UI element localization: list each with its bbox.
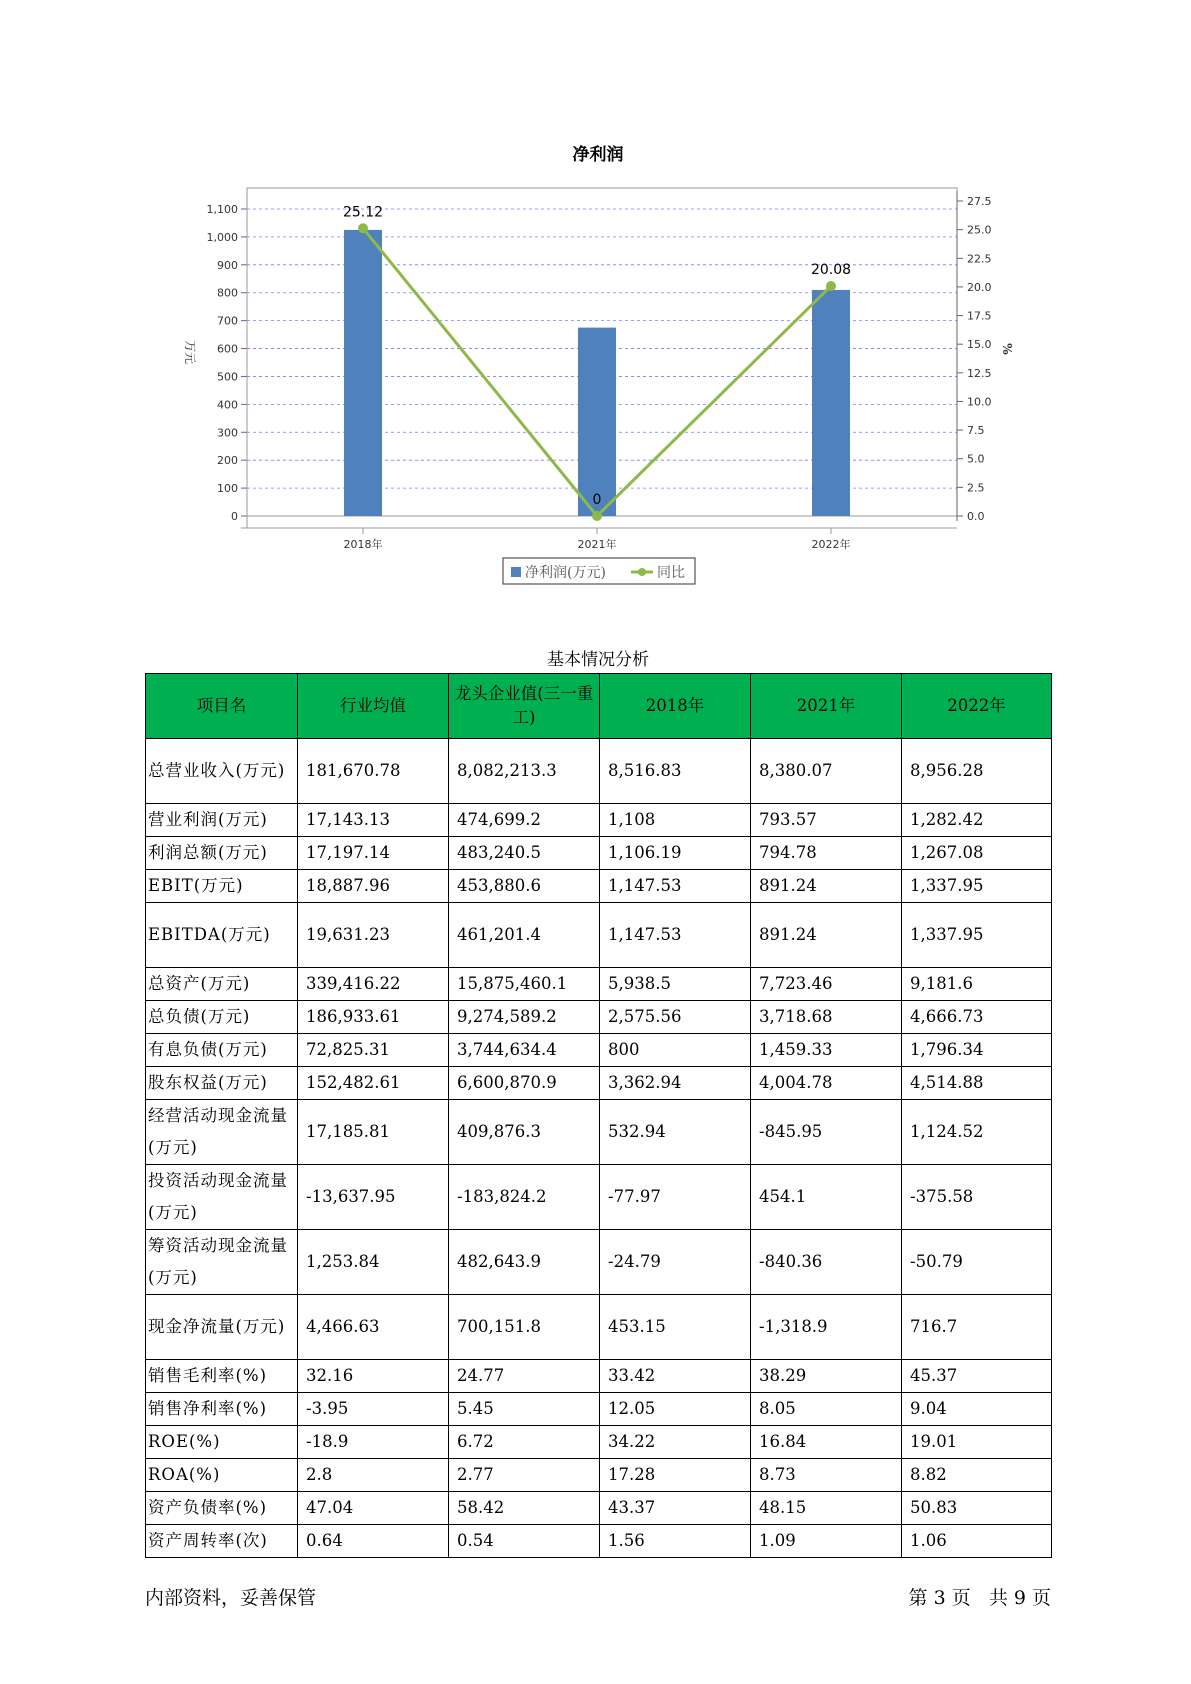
footer-confidential-note: 内部资料，妥善保管 xyxy=(145,1587,317,1609)
header-cell: 龙头企业值(三一重工) xyxy=(449,674,600,739)
table-row xyxy=(146,1165,1052,1230)
y-tick-label: 0 xyxy=(231,510,238,523)
table-row xyxy=(146,837,1052,870)
value-cell: 6.72 xyxy=(449,1426,600,1459)
value-cell: 461,201.4 xyxy=(449,903,600,968)
y2-tick-label: 10.0 xyxy=(967,395,992,409)
value-cell: 800 xyxy=(600,1034,751,1067)
y-tick-label: 200 xyxy=(217,454,238,468)
value-cell: 1.56 xyxy=(600,1525,751,1558)
point-yoy xyxy=(826,281,836,291)
y-tick-label: 1,000 xyxy=(206,230,238,244)
value-cell: 12.05 xyxy=(600,1393,751,1426)
value-cell: 1,337.95 xyxy=(902,903,1052,968)
value-cell: 48.15 xyxy=(751,1492,902,1525)
value-cell: 8,380.07 xyxy=(751,739,902,804)
row-label-cell: 营业利润(万元) xyxy=(146,804,298,837)
table-row xyxy=(146,903,1052,968)
value-cell: 3,718.68 xyxy=(751,1001,902,1034)
value-cell: 4,004.78 xyxy=(751,1067,902,1100)
y2-tick-label: 15.0 xyxy=(967,338,992,352)
table-row xyxy=(146,1034,1052,1067)
value-cell: 50.83 xyxy=(902,1492,1052,1525)
table-caption: 基本情况分析 xyxy=(547,650,649,670)
value-cell: 3,362.94 xyxy=(600,1067,751,1100)
value-cell: 454.1 xyxy=(751,1165,902,1230)
value-cell: 4,466.63 xyxy=(298,1295,449,1360)
value-cell: -13,637.95 xyxy=(298,1165,449,1230)
value-cell: 34.22 xyxy=(600,1426,751,1459)
y-tick-label: 400 xyxy=(217,398,238,412)
y2-tick-label: 22.5 xyxy=(967,252,992,266)
table-row xyxy=(146,1525,1052,1558)
y-tick-label: 500 xyxy=(217,370,238,384)
value-cell: 1,108 xyxy=(600,804,751,837)
bar-net-profit xyxy=(812,290,850,516)
value-cell: 2,575.56 xyxy=(600,1001,751,1034)
value-cell: 1,147.53 xyxy=(600,903,751,968)
y2-tick-label: 12.5 xyxy=(967,366,992,380)
value-cell: -183,824.2 xyxy=(449,1165,600,1230)
value-cell: 5,938.5 xyxy=(600,968,751,1001)
value-cell: -375.58 xyxy=(902,1165,1052,1230)
header-cell: 2021年 xyxy=(751,674,902,739)
value-cell: 8.05 xyxy=(751,1393,902,1426)
table-row xyxy=(146,1459,1052,1492)
table-row xyxy=(146,968,1052,1001)
row-label-cell: 总负债(万元) xyxy=(146,1001,298,1034)
value-cell: 1,106.19 xyxy=(600,837,751,870)
value-cell: -24.79 xyxy=(600,1230,751,1295)
value-cell: 1,267.08 xyxy=(902,837,1052,870)
table-row xyxy=(146,1492,1052,1525)
y2-tick-label: 20.0 xyxy=(967,280,992,294)
x-tick-label: 2018年 xyxy=(343,538,383,551)
table-row xyxy=(146,1360,1052,1393)
value-cell: 793.57 xyxy=(751,804,902,837)
data-label-yoy: 25.12 xyxy=(342,204,384,221)
legend-swatch-point xyxy=(638,568,646,576)
value-cell: 15,875,460.1 xyxy=(449,968,600,1001)
table-row xyxy=(146,804,1052,837)
y2-axis-title: % xyxy=(1000,343,1014,355)
value-cell: -18.9 xyxy=(298,1426,449,1459)
value-cell: 8.82 xyxy=(902,1459,1052,1492)
row-label-cell: 现金净流量(万元) xyxy=(146,1295,298,1360)
row-label-cell: 经营活动现金流量(万元) xyxy=(146,1100,298,1165)
row-label-cell: 总营业收入(万元) xyxy=(146,739,298,804)
x-tick-label: 2021年 xyxy=(577,538,617,551)
row-label-cell: 股东权益(万元) xyxy=(146,1067,298,1100)
y-tick-label: 700 xyxy=(217,314,238,328)
value-cell: 532.94 xyxy=(600,1100,751,1165)
y-tick-label: 1,100 xyxy=(206,203,238,216)
row-label-cell: 有息负债(万元) xyxy=(146,1034,298,1067)
table-row xyxy=(146,1001,1052,1034)
table-row xyxy=(146,1426,1052,1459)
value-cell: 58.42 xyxy=(449,1492,600,1525)
row-label-cell: 资产负债率(%) xyxy=(146,1492,298,1525)
point-yoy xyxy=(358,223,368,233)
table-row xyxy=(146,1100,1052,1165)
value-cell: -1,318.9 xyxy=(751,1295,902,1360)
data-label-yoy: 20.08 xyxy=(810,261,852,278)
y2-tick-label: 17.5 xyxy=(967,309,992,323)
value-cell: 43.37 xyxy=(600,1492,751,1525)
value-cell: 8,516.83 xyxy=(600,739,751,804)
table-row xyxy=(146,1067,1052,1100)
y2-tick-label: 25.0 xyxy=(967,223,992,237)
table-row xyxy=(146,870,1052,903)
point-yoy xyxy=(592,511,602,521)
value-cell: 9,181.6 xyxy=(902,968,1052,1001)
value-cell: 18,887.96 xyxy=(298,870,449,903)
bar-net-profit xyxy=(344,230,382,516)
value-cell: 47.04 xyxy=(298,1492,449,1525)
value-cell: 0.64 xyxy=(298,1525,449,1558)
value-cell: 6,600,870.9 xyxy=(449,1067,600,1100)
net-profit-chart xyxy=(0,0,1191,600)
value-cell: 38.29 xyxy=(751,1360,902,1393)
value-cell: 17,143.13 xyxy=(298,804,449,837)
row-label-cell: 销售毛利率(%) xyxy=(146,1360,298,1393)
y-tick-label: 100 xyxy=(217,482,238,496)
value-cell: 453.15 xyxy=(600,1295,751,1360)
y2-tick-label: 0.0 xyxy=(967,510,985,523)
value-cell: 1.06 xyxy=(902,1525,1052,1558)
row-label-cell: ROA(%) xyxy=(146,1459,298,1492)
value-cell: 17,197.14 xyxy=(298,837,449,870)
value-cell: 1,282.42 xyxy=(902,804,1052,837)
value-cell: 1,147.53 xyxy=(600,870,751,903)
y2-tick-label: 5.0 xyxy=(967,452,985,466)
data-label-yoy: 0 xyxy=(592,492,602,508)
value-cell: 891.24 xyxy=(751,870,902,903)
analysis-table xyxy=(145,673,1052,1558)
row-label-cell: ROE(%) xyxy=(146,1426,298,1459)
value-cell: 1,124.52 xyxy=(902,1100,1052,1165)
row-label-cell: 销售净利率(%) xyxy=(146,1393,298,1426)
y-tick-label: 900 xyxy=(217,258,238,272)
value-cell: 3,744,634.4 xyxy=(449,1034,600,1067)
value-cell: 186,933.61 xyxy=(298,1001,449,1034)
row-label-cell: 总资产(万元) xyxy=(146,968,298,1001)
value-cell: 17.28 xyxy=(600,1459,751,1492)
y-tick-label: 600 xyxy=(217,342,238,356)
legend-label-line: 同比 xyxy=(657,565,685,581)
row-label-cell: EBITDA(万元) xyxy=(146,903,298,968)
legend-label-bar: 净利润(万元) xyxy=(525,565,606,581)
y-tick-label: 800 xyxy=(217,286,238,300)
legend-swatch-bar xyxy=(511,567,521,577)
row-label-cell: 筹资活动现金流量(万元) xyxy=(146,1230,298,1295)
value-cell: 482,643.9 xyxy=(449,1230,600,1295)
value-cell: 8,082,213.3 xyxy=(449,739,600,804)
value-cell: -50.79 xyxy=(902,1230,1052,1295)
value-cell: 9,274,589.2 xyxy=(449,1001,600,1034)
value-cell: 8,956.28 xyxy=(902,739,1052,804)
value-cell: 1,796.34 xyxy=(902,1034,1052,1067)
value-cell: 2.77 xyxy=(449,1459,600,1492)
value-cell: 4,514.88 xyxy=(902,1067,1052,1100)
value-cell: 339,416.22 xyxy=(298,968,449,1001)
value-cell: 33.42 xyxy=(600,1360,751,1393)
y2-tick-label: 7.5 xyxy=(967,424,985,438)
row-label-cell: 资产周转率(次) xyxy=(146,1525,298,1558)
bar-net-profit xyxy=(578,328,616,516)
y-tick-label: 300 xyxy=(217,426,238,440)
y-axis-title: 万元 xyxy=(183,339,197,365)
value-cell: 45.37 xyxy=(902,1360,1052,1393)
value-cell: 1,459.33 xyxy=(751,1034,902,1067)
value-cell: 1.09 xyxy=(751,1525,902,1558)
value-cell: 891.24 xyxy=(751,903,902,968)
value-cell: 794.78 xyxy=(751,837,902,870)
value-cell: 17,185.81 xyxy=(298,1100,449,1165)
value-cell: 716.7 xyxy=(902,1295,1052,1360)
value-cell: 474,699.2 xyxy=(449,804,600,837)
value-cell: 5.45 xyxy=(449,1393,600,1426)
table-row xyxy=(146,739,1052,804)
header-cell: 2022年 xyxy=(902,674,1052,739)
table-row xyxy=(146,1230,1052,1295)
value-cell: -3.95 xyxy=(298,1393,449,1426)
value-cell: 24.77 xyxy=(449,1360,600,1393)
table-header-row xyxy=(146,674,1052,739)
value-cell: -77.97 xyxy=(600,1165,751,1230)
value-cell: 409,876.3 xyxy=(449,1100,600,1165)
value-cell: 0.54 xyxy=(449,1525,600,1558)
value-cell: 7,723.46 xyxy=(751,968,902,1001)
value-cell: 1,253.84 xyxy=(298,1230,449,1295)
value-cell: -845.95 xyxy=(751,1100,902,1165)
value-cell: 1,337.95 xyxy=(902,870,1052,903)
row-label-cell: 利润总额(万元) xyxy=(146,837,298,870)
row-label-cell: 投资活动现金流量(万元) xyxy=(146,1165,298,1230)
chart-title: 净利润 xyxy=(572,145,624,165)
value-cell: 72,825.31 xyxy=(298,1034,449,1067)
value-cell: 2.8 xyxy=(298,1459,449,1492)
value-cell: 19.01 xyxy=(902,1426,1052,1459)
value-cell: 4,666.73 xyxy=(902,1001,1052,1034)
y2-tick-label: 2.5 xyxy=(967,481,985,495)
header-cell: 2018年 xyxy=(600,674,751,739)
value-cell: 152,482.61 xyxy=(298,1067,449,1100)
y2-tick-label: 27.5 xyxy=(967,195,992,208)
value-cell: -840.36 xyxy=(751,1230,902,1295)
value-cell: 9.04 xyxy=(902,1393,1052,1426)
value-cell: 453,880.6 xyxy=(449,870,600,903)
value-cell: 19,631.23 xyxy=(298,903,449,968)
table-row xyxy=(146,1393,1052,1426)
footer-page-number: 第 3 页 共 9 页 xyxy=(908,1587,1051,1609)
value-cell: 181,670.78 xyxy=(298,739,449,804)
header-cell: 项目名 xyxy=(146,674,298,739)
header-cell: 行业均值 xyxy=(298,674,449,739)
value-cell: 16.84 xyxy=(751,1426,902,1459)
value-cell: 8.73 xyxy=(751,1459,902,1492)
row-label-cell: EBIT(万元) xyxy=(146,870,298,903)
value-cell: 32.16 xyxy=(298,1360,449,1393)
x-tick-label: 2022年 xyxy=(811,538,851,551)
value-cell: 483,240.5 xyxy=(449,837,600,870)
table-row xyxy=(146,1295,1052,1360)
value-cell: 700,151.8 xyxy=(449,1295,600,1360)
